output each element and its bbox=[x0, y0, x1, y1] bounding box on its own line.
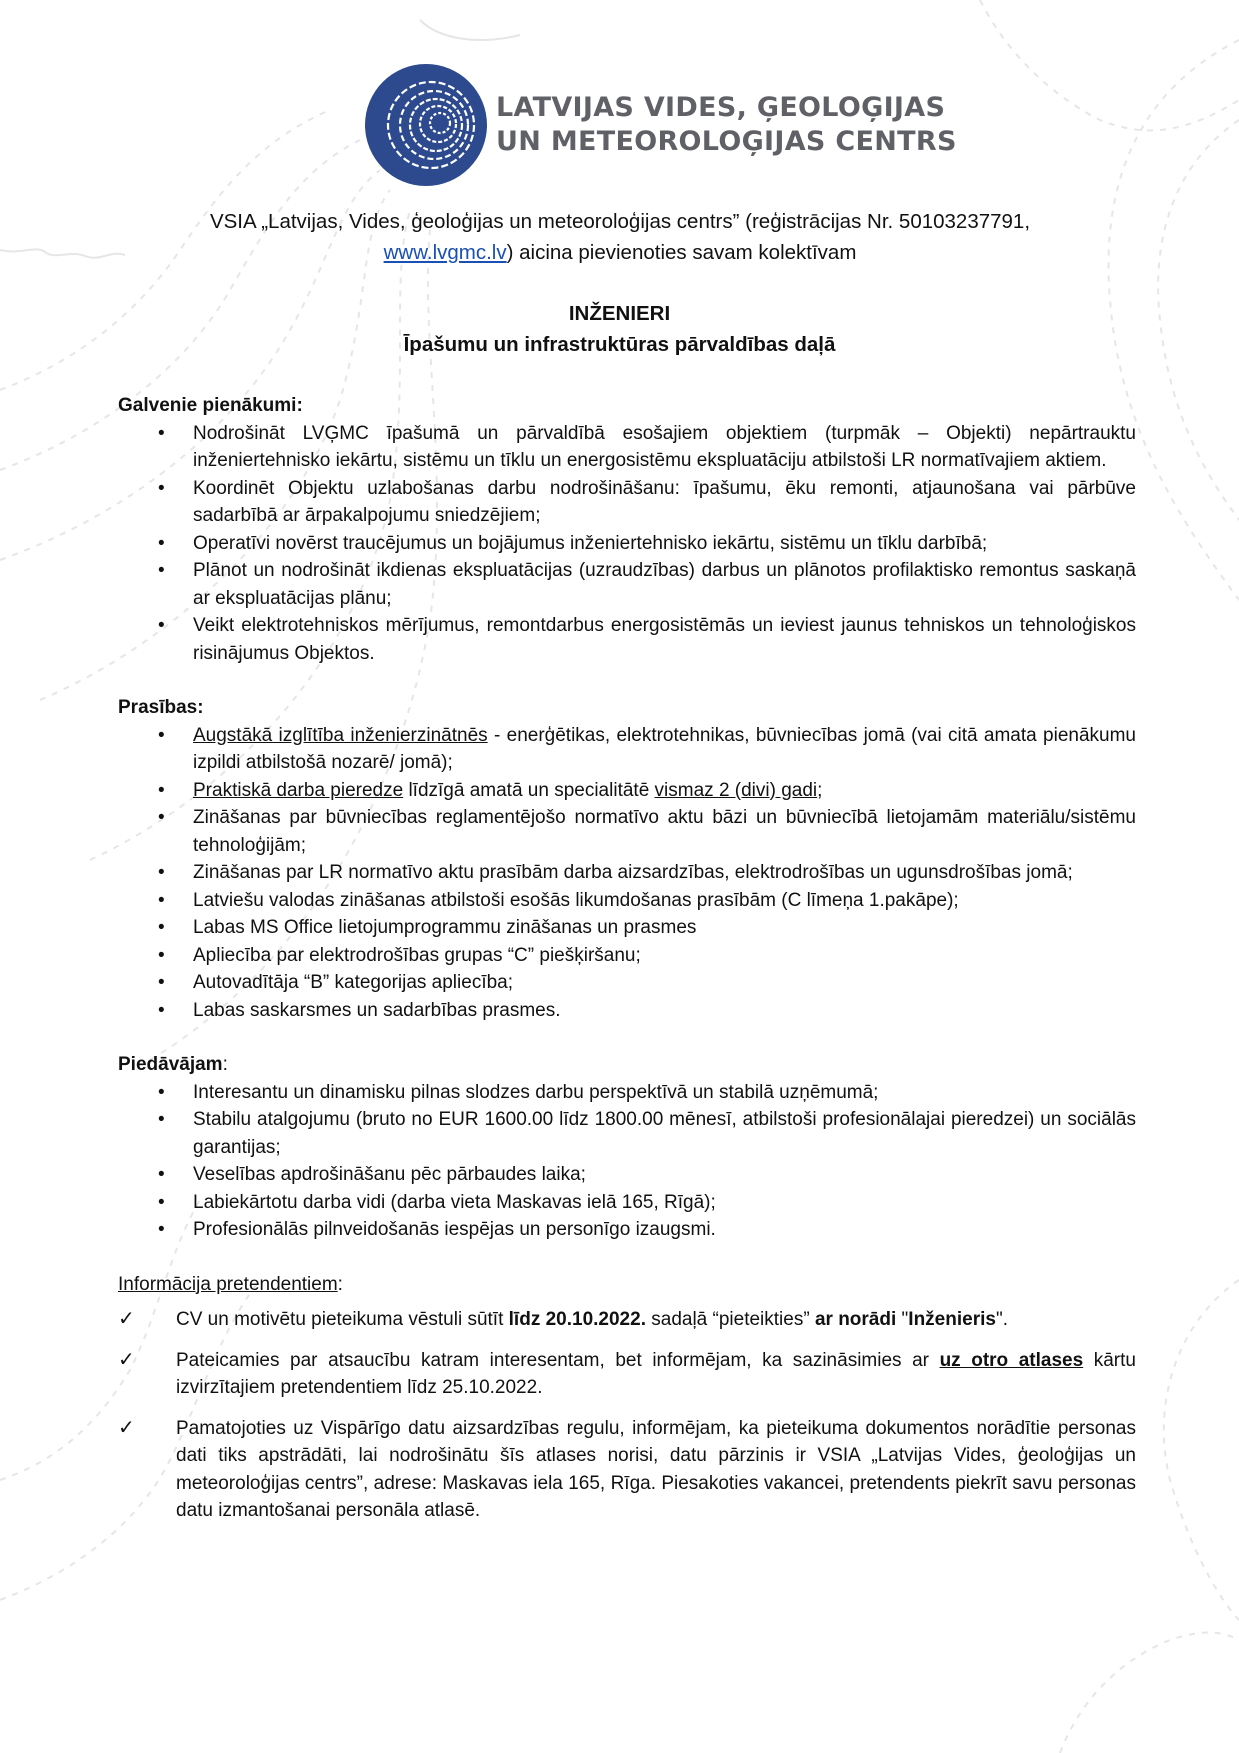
subject-label: Inženieris bbox=[908, 1309, 996, 1330]
vacancy-title bbox=[0, 298, 1239, 360]
list-item bbox=[118, 722, 1136, 777]
info-heading-colon: : bbox=[337, 1273, 343, 1295]
list-item: • Koordinēt Objektu uzlabošanas darbu nodrošināšanu: īpašumu, ēku remonti, atjaunošana vai pārbūve sadarbībā ar ārpakalpojumu sniedzējiem; bbox=[118, 475, 1136, 530]
info-checklist bbox=[118, 1306, 1136, 1525]
list-item: • Interesantu un dinamisku pilnas slodzes darbu perspektīvā un stabilā uzņēmumā; bbox=[118, 1079, 1136, 1107]
checklist-item bbox=[118, 1347, 1136, 1402]
logo-line-1: LATVIJAS VIDES, ĢEOLOĢIJAS bbox=[496, 92, 946, 123]
list-item: • Profesionālās pilnveidošanās iespējas un personīgo izaugsmi. bbox=[118, 1216, 1136, 1244]
education-requirement: Augstākā izglītība inženierzinātnēs bbox=[193, 724, 488, 746]
list-item: • Veikt elektrotehniskos mērījumus, remontdarbus energosistēmās un ieviest jaunus tehniskos un tehnoloģiskos risinājumus Objektos. bbox=[118, 612, 1136, 667]
logo-wordmark bbox=[496, 91, 957, 159]
lvgmc-emblem-icon bbox=[364, 63, 488, 187]
intro-text-part2: ) aicina pievienoties savam kolektīvam bbox=[506, 241, 857, 264]
list-item bbox=[118, 777, 1136, 805]
checklist-text: uz otro atlases bbox=[939, 1349, 1084, 1371]
checklist-item bbox=[118, 1415, 1136, 1525]
offer-heading bbox=[118, 1051, 1136, 1079]
document-body bbox=[118, 392, 1136, 1538]
checklist-item bbox=[118, 1306, 1136, 1334]
checklist-text: kārtu izvirzītajiem pretendentiem līdz 25.10.2022. bbox=[176, 1349, 1136, 1398]
department-title: Īpašumu un infrastruktūras pārvaldības daļā bbox=[403, 333, 836, 356]
list-item-text: - enerģētikas, elektrotehnikas, būvniecības jomā (vai citā amata pienākumu izpildi atbilstošā nozarē/ jomā); bbox=[193, 724, 1136, 773]
list-item: • Zināšanas par LR normatīvo aktu prasībām darba aizsardzības, elektrodrošības un ugunsdrošības jomā; bbox=[118, 859, 1136, 887]
checklist-text: ar norādi bbox=[814, 1309, 897, 1330]
list-item: • Veselības apdrošināšanu pēc pārbaudes laika; bbox=[118, 1161, 1136, 1189]
position-title: INŽENIERI bbox=[568, 302, 671, 325]
offer-list bbox=[118, 1079, 1136, 1244]
list-item-text: ; bbox=[817, 779, 823, 801]
checklist-text: " bbox=[896, 1309, 909, 1330]
checklist-text: CV un motivētu pieteikuma vēstuli sūtīt bbox=[176, 1309, 509, 1330]
list-item: • Nodrošināt LVĢMC īpašumā un pārvaldībā esošajiem objektiem (turpmāk – Objekti) nepārtrauktu inženiertehnisko iekārtu, sistēmu un tīklu un energosistēmu ekspluatāciju atbilstoši LR normatīvajiem aktiem. bbox=[118, 420, 1136, 475]
list-item: • Labas saskarsmes un sadarbības prasmes. bbox=[118, 997, 1136, 1025]
info-heading-text: Informācija pretendentiem bbox=[118, 1273, 338, 1295]
duties-list bbox=[118, 420, 1136, 668]
info-heading bbox=[118, 1271, 1136, 1299]
checklist-text: Pamatojoties uz Vispārīgo datu aizsardzības regulu, informējam, ka pieteikuma dokumentos norādītie personas dati tiks apstrādāti, lai nodrošinātu šīs atlases norisi, datu pārzinis ir VSIA „Latvijas Vides, ģeoloģijas un meteoroloģijas centrs”, adrese: Maskavas iela 165, Rīga. Piesakoties vakancei, pretendents piekrīt savu personas datu izmantošanai personāla atlasē. bbox=[176, 1417, 1136, 1521]
intro-paragraph bbox=[100, 206, 1140, 268]
website-link[interactable]: www.lvgmc.lv bbox=[383, 241, 507, 264]
list-item: • Stabilu atalgojumu (bruto no EUR 1600.00 līdz 1800.00 mēnesī, atbilstoši profesionālajai pieredzei) un sociālās garantijas; bbox=[118, 1106, 1136, 1161]
list-item: • Latviešu valodas zināšanas atbilstoši esošās likumdošanas prasībām (C līmeņa 1.pakāpe); bbox=[118, 887, 1136, 915]
experience-requirement: Praktiskā darba pieredze bbox=[193, 779, 404, 801]
intro-text-part1: VSIA „Latvijas, Vides, ģeoloģijas un meteoroloģijas centrs” (reģistrācijas Nr. 50103237791, bbox=[209, 210, 1031, 233]
list-item: • Plānot un nodrošināt ikdienas ekspluatācijas (uzraudzības) darbus un plānotos profilaktisko remontus saskaņā ar ekspluatācijas plānu; bbox=[118, 557, 1136, 612]
checklist-text: ". bbox=[995, 1309, 1008, 1330]
organization-logo bbox=[364, 63, 957, 188]
deadline-date: līdz 20.10.2022. bbox=[508, 1309, 646, 1330]
checkmark-icon: ✓ bbox=[118, 1416, 135, 1439]
list-item: • Labas MS Office lietojumprogrammu zināšanas un prasmes bbox=[118, 914, 1136, 942]
requirements-list bbox=[118, 722, 1136, 1025]
checkmark-icon: ✓ bbox=[118, 1308, 135, 1330]
list-item: • Apliecība par elektrodrošības grupas “C” piešķiršanu; bbox=[118, 942, 1136, 970]
list-item: • Labiekārtotu darba vidi (darba vieta Maskavas ielā 165, Rīgā); bbox=[118, 1189, 1136, 1217]
requirements-heading: Prasības: bbox=[118, 697, 204, 718]
duties-heading: Galvenie pienākumi: bbox=[118, 395, 303, 416]
list-item: • Operatīvi novērst traucējumus un bojājumus inženiertehnisko iekārtu, sistēmu un tīklu darbībā; bbox=[118, 530, 1136, 558]
offer-heading-colon: : bbox=[222, 1054, 228, 1075]
list-item: • Autovadītāja “B” kategorijas apliecība; bbox=[118, 969, 1136, 997]
logo-line-2: UN METEOROLOĢIJAS CENTRS bbox=[496, 126, 957, 157]
experience-duration: vismaz 2 (divi) gadi bbox=[654, 779, 818, 801]
offer-heading-text: Piedāvājam bbox=[118, 1054, 223, 1075]
list-item: • Zināšanas par būvniecības reglamentējošo normatīvo aktu bāzi un būvniecībā lietojamām materiālu/sistēmu tehnoloģijām; bbox=[118, 804, 1136, 859]
checklist-text: Pateicamies par atsaucību katram interesentam, bet informējam, ka sazināsimies ar bbox=[176, 1349, 940, 1371]
checklist-text: sadaļā “pieteikties” bbox=[645, 1309, 815, 1330]
checkmark-icon: ✓ bbox=[118, 1348, 135, 1371]
list-item-text: līdzīgā amatā un specialitātē bbox=[403, 779, 655, 801]
